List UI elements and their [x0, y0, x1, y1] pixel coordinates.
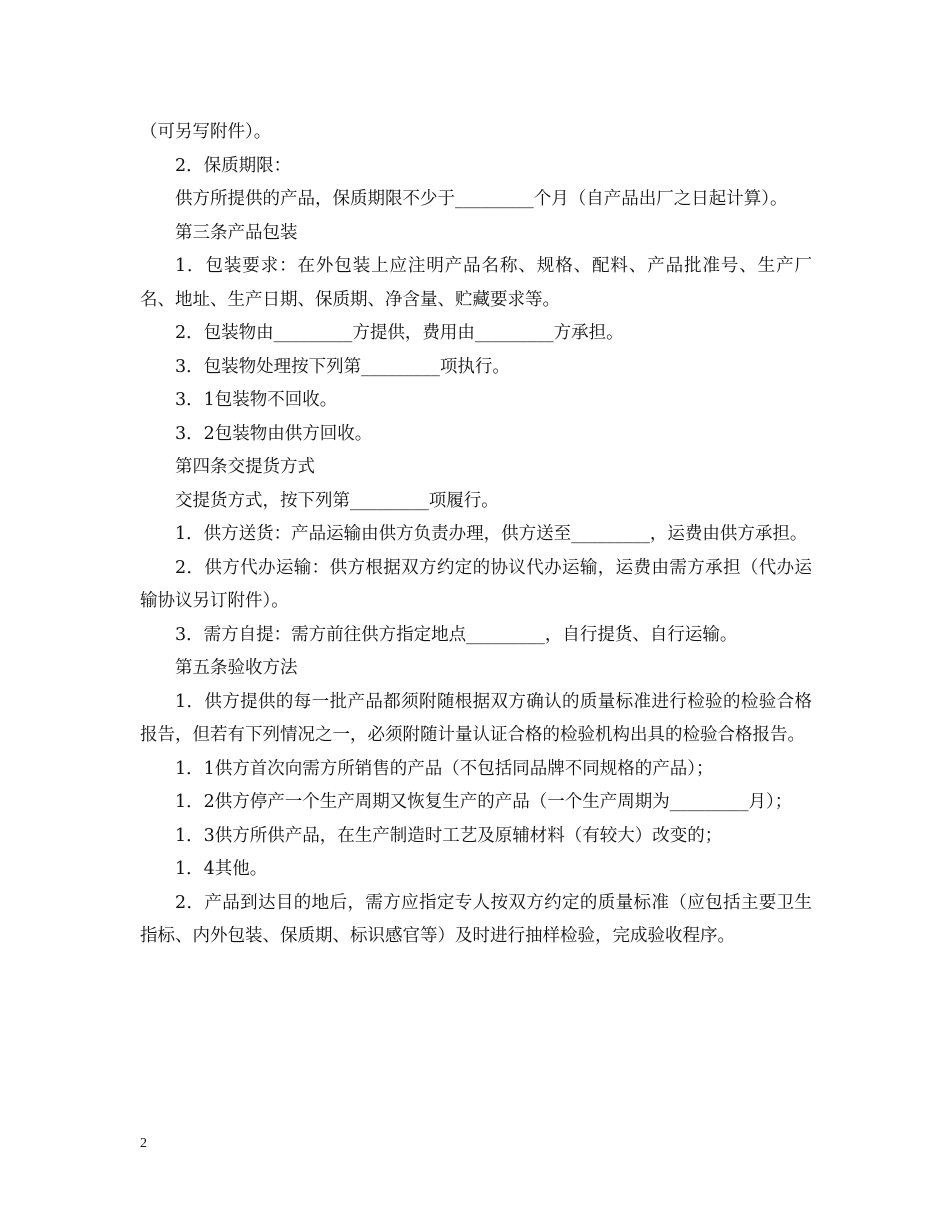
- paragraph: 2．保质期限：: [175, 155, 292, 176]
- paragraph: 交提货方式，按下列第_________项履行。: [175, 490, 499, 511]
- section-heading: 第三条产品包装: [175, 222, 298, 243]
- paragraph: 1．2供方停产一个生产周期又恢复生产的产品（一个生产周期为_________月）；: [175, 792, 793, 812]
- paragraph: 2．供方代办运输：供方根据双方约定的协议代办运输，运费由需方承担（代办运输协议另订附件）。: [140, 557, 812, 611]
- section-heading: 第四条交提货方式: [175, 457, 315, 477]
- paragraph: 3．2包装物由供方回收。: [175, 423, 373, 444]
- paragraph: 1．3供方所供产品，在生产制造时工艺及原辅材料（有较大）改变的；: [175, 825, 723, 846]
- section-heading: 第五条验收方法: [175, 658, 298, 678]
- paragraph: 1．包装要求：在外包装上应注明产品名称、规格、配料、产品批准号、生产厂名、地址、生产日期、保质期、净含量、贮藏要求等。: [140, 256, 812, 310]
- paragraph: 1．供方送货：产品运输由供方负责办理，供方送至_________，运费由供方承担。: [175, 524, 808, 544]
- paragraph: 3．1包装物不回收。: [175, 390, 338, 410]
- paragraph: 2．包装物由_________方提供，费用由_________方承担。: [175, 323, 624, 343]
- paragraph: 2．产品到达目的地后，需方应指定专人按双方约定的质量标准（应包括主要卫生指标、内外包装、保质期、标识感官等）及时进行抽样检验，完成验收程序。: [140, 892, 812, 946]
- paragraph: 1．供方提供的每一批产品都须附随根据双方确认的质量标准进行检验的检验合格报告，但若有下列情况之一，必须附随计量认证合格的检验机构出具的检验合格报告。: [140, 691, 812, 745]
- paragraph: 1．1供方首次向需方所销售的产品（不包括同品牌不同规格的产品）；: [175, 758, 714, 779]
- document-body: [140, 116, 812, 954]
- paragraph: 3．包装物处理按下列第_________项执行。: [175, 356, 510, 377]
- paragraph: 1．4其他。: [175, 859, 268, 879]
- paragraph: （可另写附件）。: [140, 122, 272, 142]
- paragraph: 供方所提供的产品，保质期限不少于_________个月（自产品出厂之日起计算）。: [175, 189, 788, 209]
- page-number: 2: [140, 1136, 147, 1151]
- paragraph: 3．需方自提：需方前往供方指定地点_________，自行提货、自行运输。: [175, 624, 738, 645]
